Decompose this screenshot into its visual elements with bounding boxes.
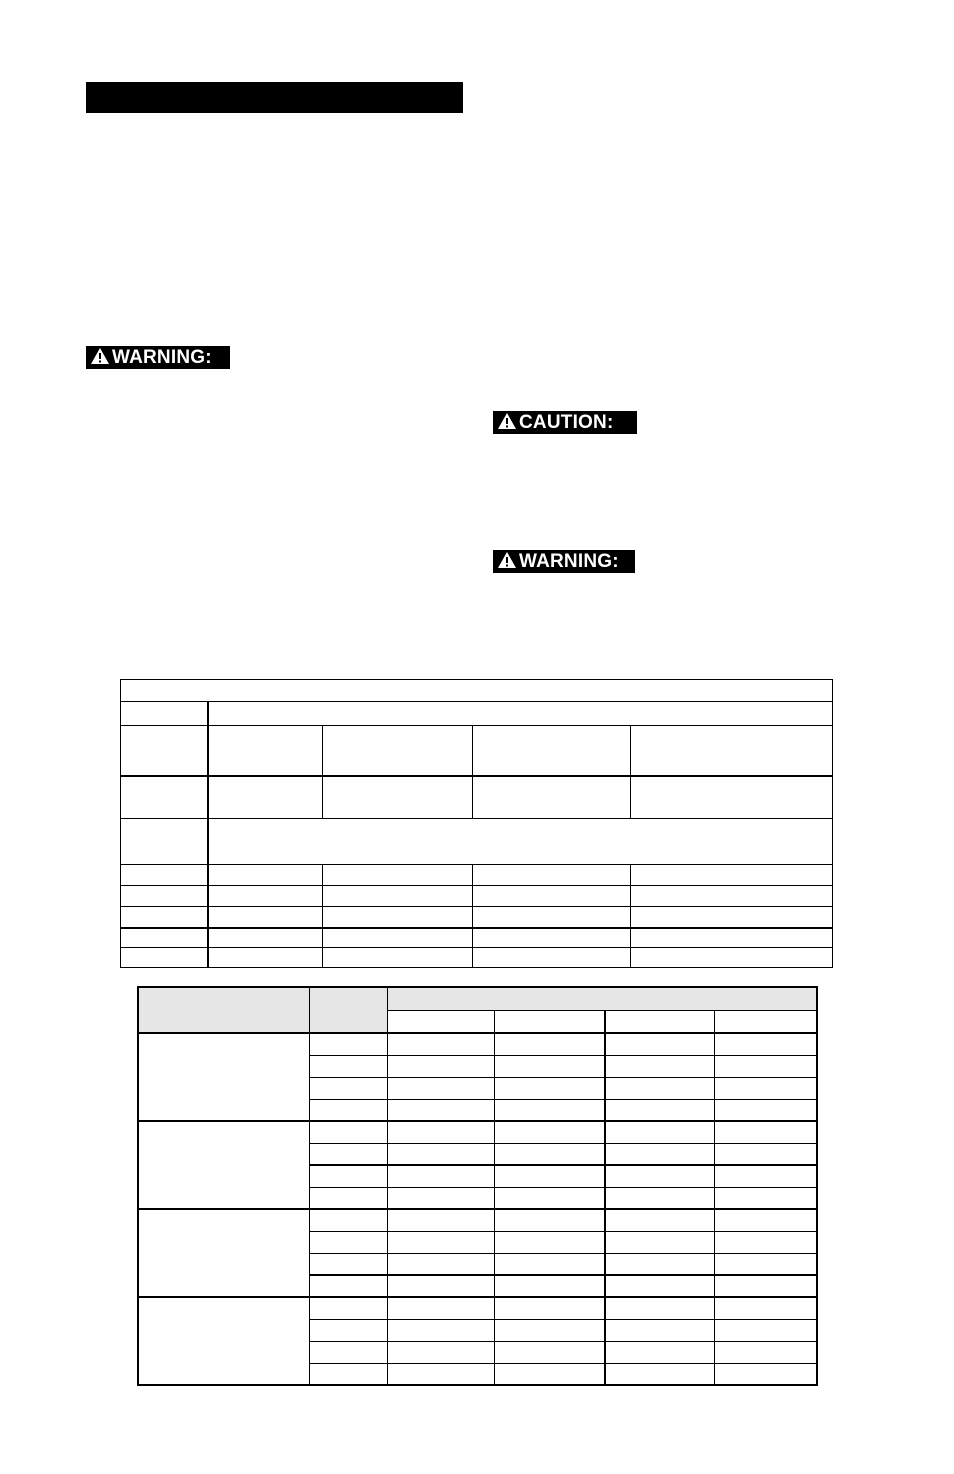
table-row [138, 1209, 817, 1231]
table-cell [494, 1341, 605, 1363]
table-cell [494, 1033, 605, 1055]
table-cell [121, 726, 208, 776]
table-row [138, 1033, 817, 1055]
table-cell [605, 1341, 714, 1363]
table-cell [714, 1143, 817, 1165]
table-cell [121, 886, 208, 907]
table-cell [387, 1033, 494, 1055]
table-cell [605, 1165, 714, 1187]
table-cell [208, 726, 323, 776]
table-header-cell [138, 987, 309, 1033]
table-cell [387, 1099, 494, 1121]
table-cell [323, 928, 473, 948]
table-cell [605, 1033, 714, 1055]
table-cell [208, 928, 323, 948]
table-cell [323, 726, 473, 776]
table-cell [323, 886, 473, 907]
table-cell [605, 1231, 714, 1253]
table-cell [494, 1187, 605, 1209]
table-cell [309, 1275, 387, 1297]
table-cell [387, 1010, 494, 1033]
table-title-cell [121, 680, 833, 702]
table-cell [494, 1297, 605, 1319]
table-cell [387, 1121, 494, 1143]
warning-triangle-icon [497, 551, 517, 569]
table-cell [309, 1363, 387, 1385]
table-cell [631, 907, 833, 928]
table-header-cell [387, 987, 817, 1010]
table-cell [309, 1143, 387, 1165]
table-cell [323, 948, 473, 968]
table-header-cell [309, 987, 387, 1033]
table-cell [494, 1010, 605, 1033]
table-cell [387, 1143, 494, 1165]
table-cell [605, 1275, 714, 1297]
table-cell [208, 819, 833, 865]
table-cell [309, 1055, 387, 1077]
table-row [121, 907, 833, 928]
table-cell [605, 1319, 714, 1341]
table-cell [631, 776, 833, 819]
table-row [121, 702, 833, 726]
table-cell [714, 1010, 817, 1033]
table-cell [387, 1055, 494, 1077]
table-cell [121, 702, 208, 726]
table-row [121, 726, 833, 776]
table-row [121, 776, 833, 819]
table-cell [323, 907, 473, 928]
table-cell [309, 1231, 387, 1253]
warning-badge [86, 346, 230, 369]
table-cell [605, 1363, 714, 1385]
table-cell [714, 1341, 817, 1363]
table-cell [494, 1231, 605, 1253]
table-cell [714, 1187, 817, 1209]
table-cell [309, 1319, 387, 1341]
table-cell [714, 1055, 817, 1077]
table-cell [309, 1121, 387, 1143]
table-cell [714, 1363, 817, 1385]
table-cell [208, 702, 833, 726]
table-cell [121, 948, 208, 968]
table-cell [605, 1055, 714, 1077]
table-cell [473, 907, 631, 928]
table-cell [605, 1099, 714, 1121]
table-cell [631, 948, 833, 968]
spec-table-1 [120, 679, 833, 968]
table-cell [387, 1363, 494, 1385]
table-cell [473, 865, 631, 886]
table-group-cell [138, 1297, 309, 1385]
table-cell [473, 928, 631, 948]
table-cell [387, 1319, 494, 1341]
table-cell [473, 886, 631, 907]
table-group-cell [138, 1033, 309, 1121]
table-cell [714, 1099, 817, 1121]
table-cell [387, 1187, 494, 1209]
table-cell [387, 1209, 494, 1231]
table-cell [494, 1055, 605, 1077]
table-cell [605, 1143, 714, 1165]
table-cell [494, 1275, 605, 1297]
table-cell [121, 928, 208, 948]
table-cell [387, 1297, 494, 1319]
table-row [121, 680, 833, 702]
warning-badge-2 [493, 550, 635, 573]
table-cell [605, 1010, 714, 1033]
table-cell [323, 776, 473, 819]
table-cell [631, 928, 833, 948]
table-cell [605, 1253, 714, 1275]
table-cell [714, 1297, 817, 1319]
table-cell [309, 1253, 387, 1275]
table-cell [208, 776, 323, 819]
table-cell [605, 1187, 714, 1209]
table-cell [714, 1165, 817, 1187]
table-cell [631, 886, 833, 907]
table-cell [494, 1363, 605, 1385]
table-cell [494, 1253, 605, 1275]
table-cell [494, 1077, 605, 1099]
table-cell [323, 865, 473, 886]
table-row [138, 1297, 817, 1319]
table-cell [208, 886, 323, 907]
table-cell [121, 865, 208, 886]
table-row [138, 1121, 817, 1143]
table-row [121, 865, 833, 886]
table-cell [309, 1099, 387, 1121]
table-cell [605, 1297, 714, 1319]
table-cell [494, 1121, 605, 1143]
table-cell [208, 865, 323, 886]
table-cell [631, 726, 833, 776]
table-cell [494, 1319, 605, 1341]
table-group-cell [138, 1121, 309, 1209]
table-cell [494, 1165, 605, 1187]
table-cell [714, 1253, 817, 1275]
table-cell [473, 726, 631, 776]
warning-triangle-icon [497, 412, 517, 430]
table-cell [309, 1077, 387, 1099]
table-cell [387, 1165, 494, 1187]
table-cell [309, 1209, 387, 1231]
spec-table-2 [137, 986, 818, 1386]
table-cell [208, 948, 323, 968]
table-cell [309, 1187, 387, 1209]
table-row [121, 928, 833, 948]
table-cell [605, 1209, 714, 1231]
table-cell [714, 1209, 817, 1231]
table-cell [121, 819, 208, 865]
table-cell [714, 1319, 817, 1341]
section-header-bar [86, 82, 463, 113]
table-row [121, 948, 833, 968]
table-cell [473, 776, 631, 819]
table-header-row [138, 987, 817, 1010]
table-cell [309, 1165, 387, 1187]
warning-triangle-icon [90, 347, 110, 365]
table-cell [714, 1275, 817, 1297]
table-row [121, 886, 833, 907]
table-cell [494, 1099, 605, 1121]
table-cell [309, 1341, 387, 1363]
table-cell [309, 1297, 387, 1319]
table-cell [208, 907, 323, 928]
table-cell [387, 1231, 494, 1253]
table-cell [714, 1033, 817, 1055]
table-cell [387, 1341, 494, 1363]
table-cell [387, 1077, 494, 1099]
table-cell [494, 1209, 605, 1231]
table-cell [631, 865, 833, 886]
table-cell [605, 1121, 714, 1143]
table-cell [309, 1033, 387, 1055]
table-cell [494, 1143, 605, 1165]
table-group-cell [138, 1209, 309, 1297]
warning-label-2: WARNING: [519, 551, 619, 572]
table-row [121, 819, 833, 865]
table-cell [473, 948, 631, 968]
table-cell [714, 1231, 817, 1253]
table-cell [387, 1275, 494, 1297]
table-cell [605, 1077, 714, 1099]
table-cell [714, 1077, 817, 1099]
table-cell [714, 1121, 817, 1143]
table-cell [121, 776, 208, 819]
caution-label: CAUTION: [519, 412, 614, 433]
caution-badge [493, 411, 637, 434]
table-cell [387, 1253, 494, 1275]
table-cell [121, 907, 208, 928]
warning-label: WARNING: [112, 347, 212, 368]
